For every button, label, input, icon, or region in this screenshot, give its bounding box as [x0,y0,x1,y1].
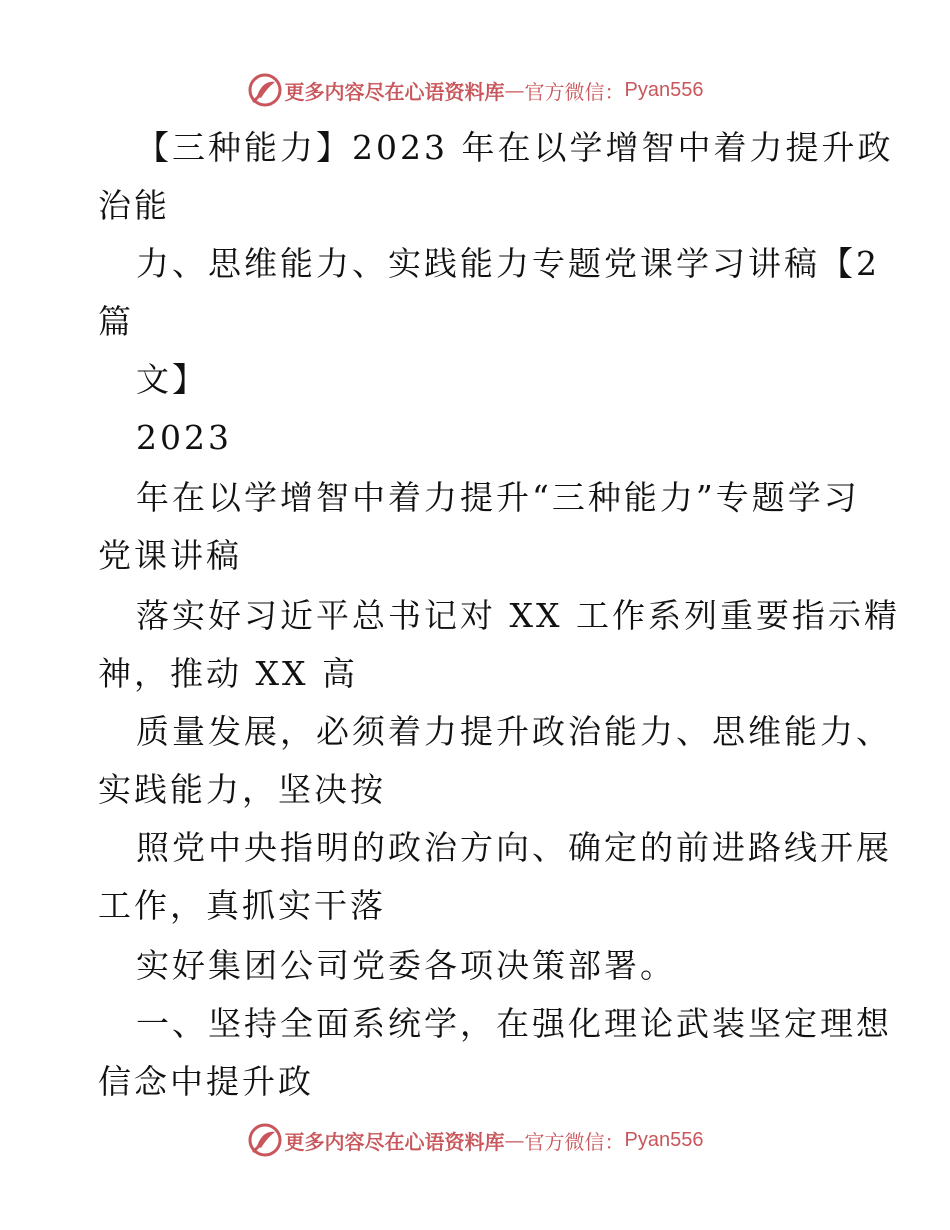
text-line: 篇 [98,302,134,341]
watermark-banner-bottom [0,1120,950,1160]
text-line: 实践能力，坚决按 [98,770,386,809]
text-line: 一、坚持全面系统学，在强化理论武装坚定理想 [136,1004,892,1043]
text-line: 落实好习近平总书记对 XX 工作系列重要指示精 [136,596,900,635]
text-line: 力、思维能力、实践能力专题党课学习讲稿【2 [136,244,880,283]
text-line: 【三种能力】2023 年在以学增智中着力提升政 [136,128,894,167]
brand-logo-icon [247,1122,283,1158]
watermark-wechat-id: Pyan556 [624,78,704,101]
watermark-dash: — [504,78,525,102]
text-line: 工作，真抓实干落 [98,886,386,925]
text-line: 文】 [136,360,208,399]
text-line: 质量发展，必须着力提升政治能力、思维能力、 [136,712,892,751]
watermark-contact-label: 官方微信： [524,1129,625,1154]
watermark-brand: 更多内容尽在心语资料库 [284,79,505,104]
watermark-brand: 更多内容尽在心语资料库 [284,1129,505,1154]
text-line: 信念中提升政 [98,1062,314,1101]
watermark-contact-label: 官方微信： [524,79,625,104]
text-line: 治能 [98,186,170,225]
text-line: 2023 [136,418,232,457]
watermark-banner-top [0,70,950,110]
text-line: 年在以学增智中着力提升“三种能力”专题学习 [136,478,860,517]
watermark-wechat-id: Pyan556 [624,1128,704,1151]
brand-logo-icon [247,72,283,108]
text-line: 党课讲稿 [98,536,242,575]
text-line: 神，推动 XX 高 [98,654,358,693]
text-line: 实好集团公司党委各项决策部署。 [136,946,676,985]
watermark-dash: — [504,1128,525,1152]
text-line: 照党中央指明的政治方向、确定的前进路线开展 [136,828,892,867]
